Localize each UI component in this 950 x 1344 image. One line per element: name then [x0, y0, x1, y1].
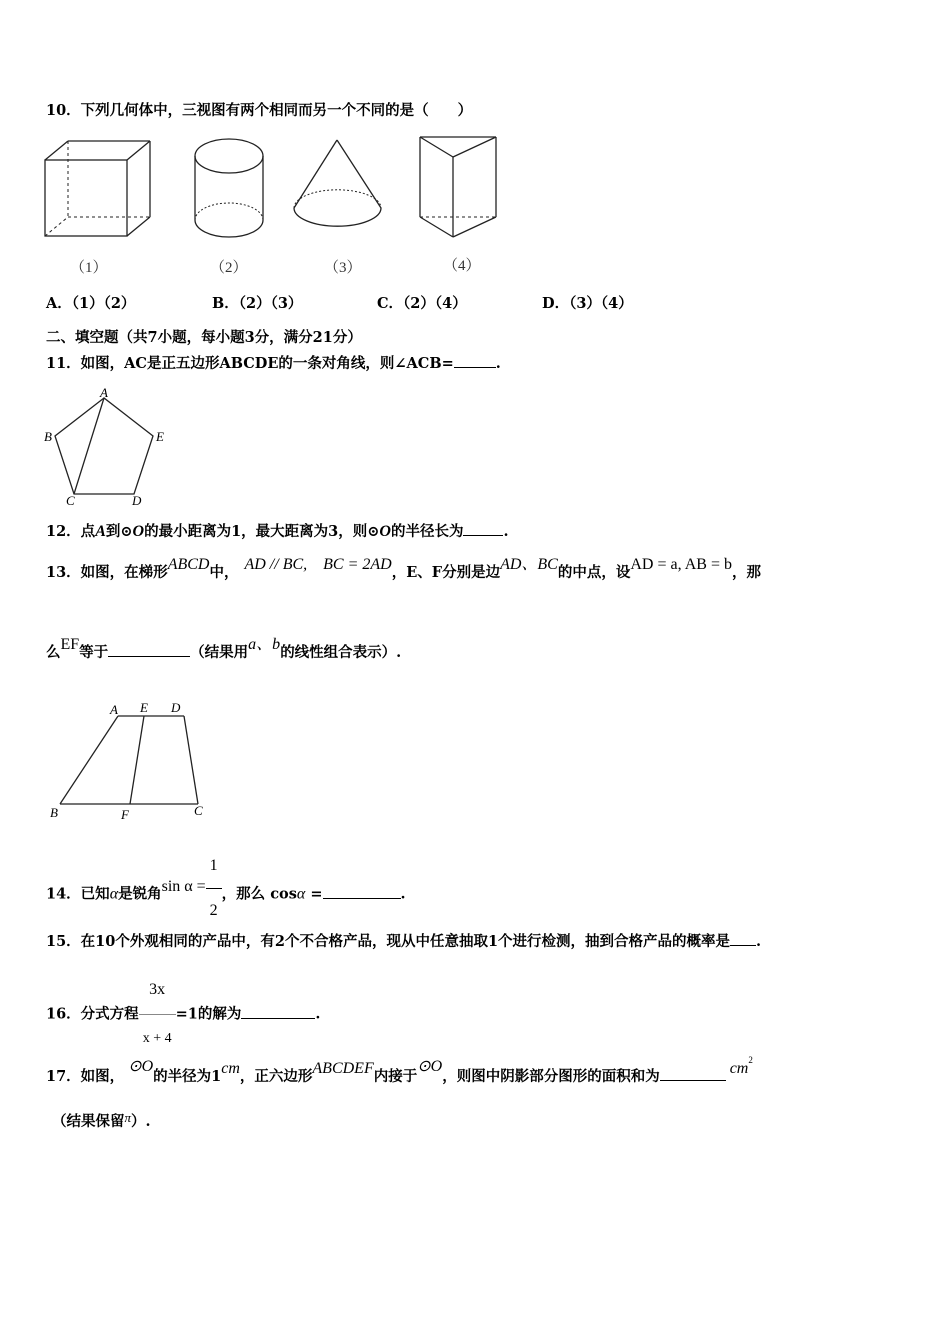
q12-p2: 到⊙	[105, 523, 133, 540]
q13-set-vectors: AD = a, AB = b	[630, 556, 732, 573]
caption-2: （2）	[210, 260, 248, 276]
caption-4: （4）	[443, 258, 481, 274]
q17-p2: 的半径为1	[153, 1067, 222, 1085]
cylinder-figure	[194, 138, 266, 240]
q14-alpha: α	[109, 885, 119, 903]
q13-sides: AD、BC	[500, 556, 558, 573]
trap-label-e: E	[140, 700, 148, 715]
q11-answer-blank[interactable]	[454, 353, 496, 368]
q13-p4: 的中点，设	[557, 564, 631, 581]
q14-p1: 14．已知	[46, 885, 110, 903]
trap-label-d: D	[171, 700, 181, 715]
q13-stem-line1	[46, 556, 761, 583]
q17-hexagon: ABCDEF	[312, 1059, 374, 1077]
q12-stem	[46, 521, 509, 542]
q17-circle-o2: ⊙O	[417, 1057, 443, 1075]
q14-alpha2: α	[296, 885, 306, 903]
caption-3: （3）	[324, 260, 362, 276]
q14-denominator: 2	[209, 902, 218, 919]
option-a[interactable]: A．（1）（2）	[46, 295, 136, 312]
q16-end: .	[315, 1005, 321, 1023]
cube-figure	[44, 140, 154, 240]
q13-p2: 中，	[209, 564, 239, 581]
q13-p5: ，那	[731, 564, 761, 581]
trap-label-b: B	[50, 805, 58, 820]
q17-circle-o: ⊙O	[128, 1057, 154, 1075]
q17-squared: 2	[748, 1055, 753, 1065]
q13-l2c: （结果用	[190, 644, 249, 661]
pent-label-a: A	[100, 385, 108, 400]
q13-l2b: 等于	[79, 644, 109, 661]
q17-cm2: cm	[729, 1059, 749, 1077]
q13-ab: a、b	[248, 636, 281, 653]
q17-p4: 内接于	[373, 1067, 418, 1085]
q13-l2d: 的线性组合表示）.	[280, 644, 402, 661]
q13-p3: ，E、F分别是边	[391, 564, 501, 581]
pent-label-d: D	[132, 493, 142, 508]
pent-label-e: E	[156, 429, 164, 444]
q12-p3: 的最小距离为1，最大距离为3，则⊙	[144, 523, 380, 540]
q17-p3: ，正六边形	[239, 1067, 313, 1085]
q15-end: .	[756, 933, 762, 950]
q14-numerator: 1	[206, 844, 222, 889]
q14-fraction	[206, 844, 222, 933]
q17-stem-line1	[46, 1055, 753, 1087]
trap-label-c: C	[194, 803, 203, 818]
q16-p2: =1的解为	[175, 1005, 242, 1023]
q12-point-a: A	[95, 523, 106, 540]
q17-l2a: （结果保留	[52, 1113, 125, 1130]
trap-label-a: A	[110, 702, 118, 717]
trap-label-f: F	[121, 807, 129, 822]
q15-stem	[46, 931, 761, 952]
q10-stem: 10．下列几何体中，三视图有两个相同而另一个不同的是（ ）	[46, 102, 473, 119]
q15-text: 15．在10个外观相同的产品中，有2个不合格产品，现从中任意抽取1个进行检测，抽到合格产品的概率是	[46, 933, 731, 950]
pentagon-figure	[40, 386, 170, 510]
q13-abcd: ABCD	[167, 556, 210, 573]
q12-answer-blank[interactable]	[463, 521, 503, 536]
q16-fraction	[139, 966, 176, 1063]
q11-text: 11．如图，AC是正五边形ABCDE的一条对角线，则∠ACB=	[46, 355, 454, 372]
q17-l2b: ）.	[131, 1113, 151, 1130]
q17-pi: π	[124, 1110, 132, 1125]
q17-p5: ，则图中阴影部分图形的面积和为	[442, 1067, 660, 1085]
q11-end: .	[495, 355, 501, 372]
cone-figure	[293, 138, 383, 230]
q16-p1: 16．分式方程	[46, 1005, 139, 1023]
q16-numerator: 3x	[139, 966, 176, 1015]
prism-figure	[418, 135, 500, 240]
q14-stem	[46, 850, 406, 939]
caption-1: （1）	[70, 260, 108, 276]
option-d[interactable]: D．（3）（4）	[542, 295, 633, 312]
q12-p4: 的半径长为	[390, 523, 464, 540]
q17-answer-blank[interactable]	[660, 1066, 726, 1081]
trapezoid-figure	[48, 698, 218, 826]
q16-denominator: x + 4	[142, 1031, 172, 1046]
q17-cm: cm	[221, 1059, 240, 1077]
q13-equation: BC = 2AD	[323, 556, 392, 573]
section-2-title: 二、填空题（共7小题，每小题3分，满分21分）	[46, 329, 362, 346]
q14-sin: sin α =	[161, 877, 206, 895]
q14-end: .	[400, 885, 406, 903]
q14-p2: 是锐角	[118, 885, 162, 903]
q13-stem-line2	[46, 636, 402, 663]
q14-p3: ，那么 cos	[221, 885, 297, 903]
q13-p1: 13．如图，在梯形	[46, 564, 168, 581]
q13-ef: EF	[60, 636, 80, 653]
q13-answer-blank[interactable]	[108, 642, 190, 657]
pent-label-b: B	[44, 429, 52, 444]
q13-parallel: AD // BC,	[244, 556, 308, 573]
q16-answer-blank[interactable]	[241, 1004, 315, 1019]
q11-stem	[46, 353, 501, 374]
q12-end: .	[503, 523, 509, 540]
q12-p1: 12．点	[46, 523, 96, 540]
q14-p4: =	[305, 885, 323, 903]
q13-l2a: 么	[46, 644, 61, 661]
q12-circle-o2: O	[379, 523, 391, 540]
pent-label-c: C	[66, 493, 75, 508]
q17-p1: 17．如图，	[46, 1067, 125, 1085]
q17-stem-line2	[52, 1112, 151, 1132]
q12-circle-o: O	[132, 523, 145, 540]
q14-answer-blank[interactable]	[323, 884, 401, 899]
option-b[interactable]: B．（2）（3）	[212, 295, 303, 312]
option-c[interactable]: C．（2）（4）	[377, 295, 467, 312]
q16-stem	[46, 966, 320, 1063]
q15-answer-blank[interactable]	[730, 931, 756, 946]
